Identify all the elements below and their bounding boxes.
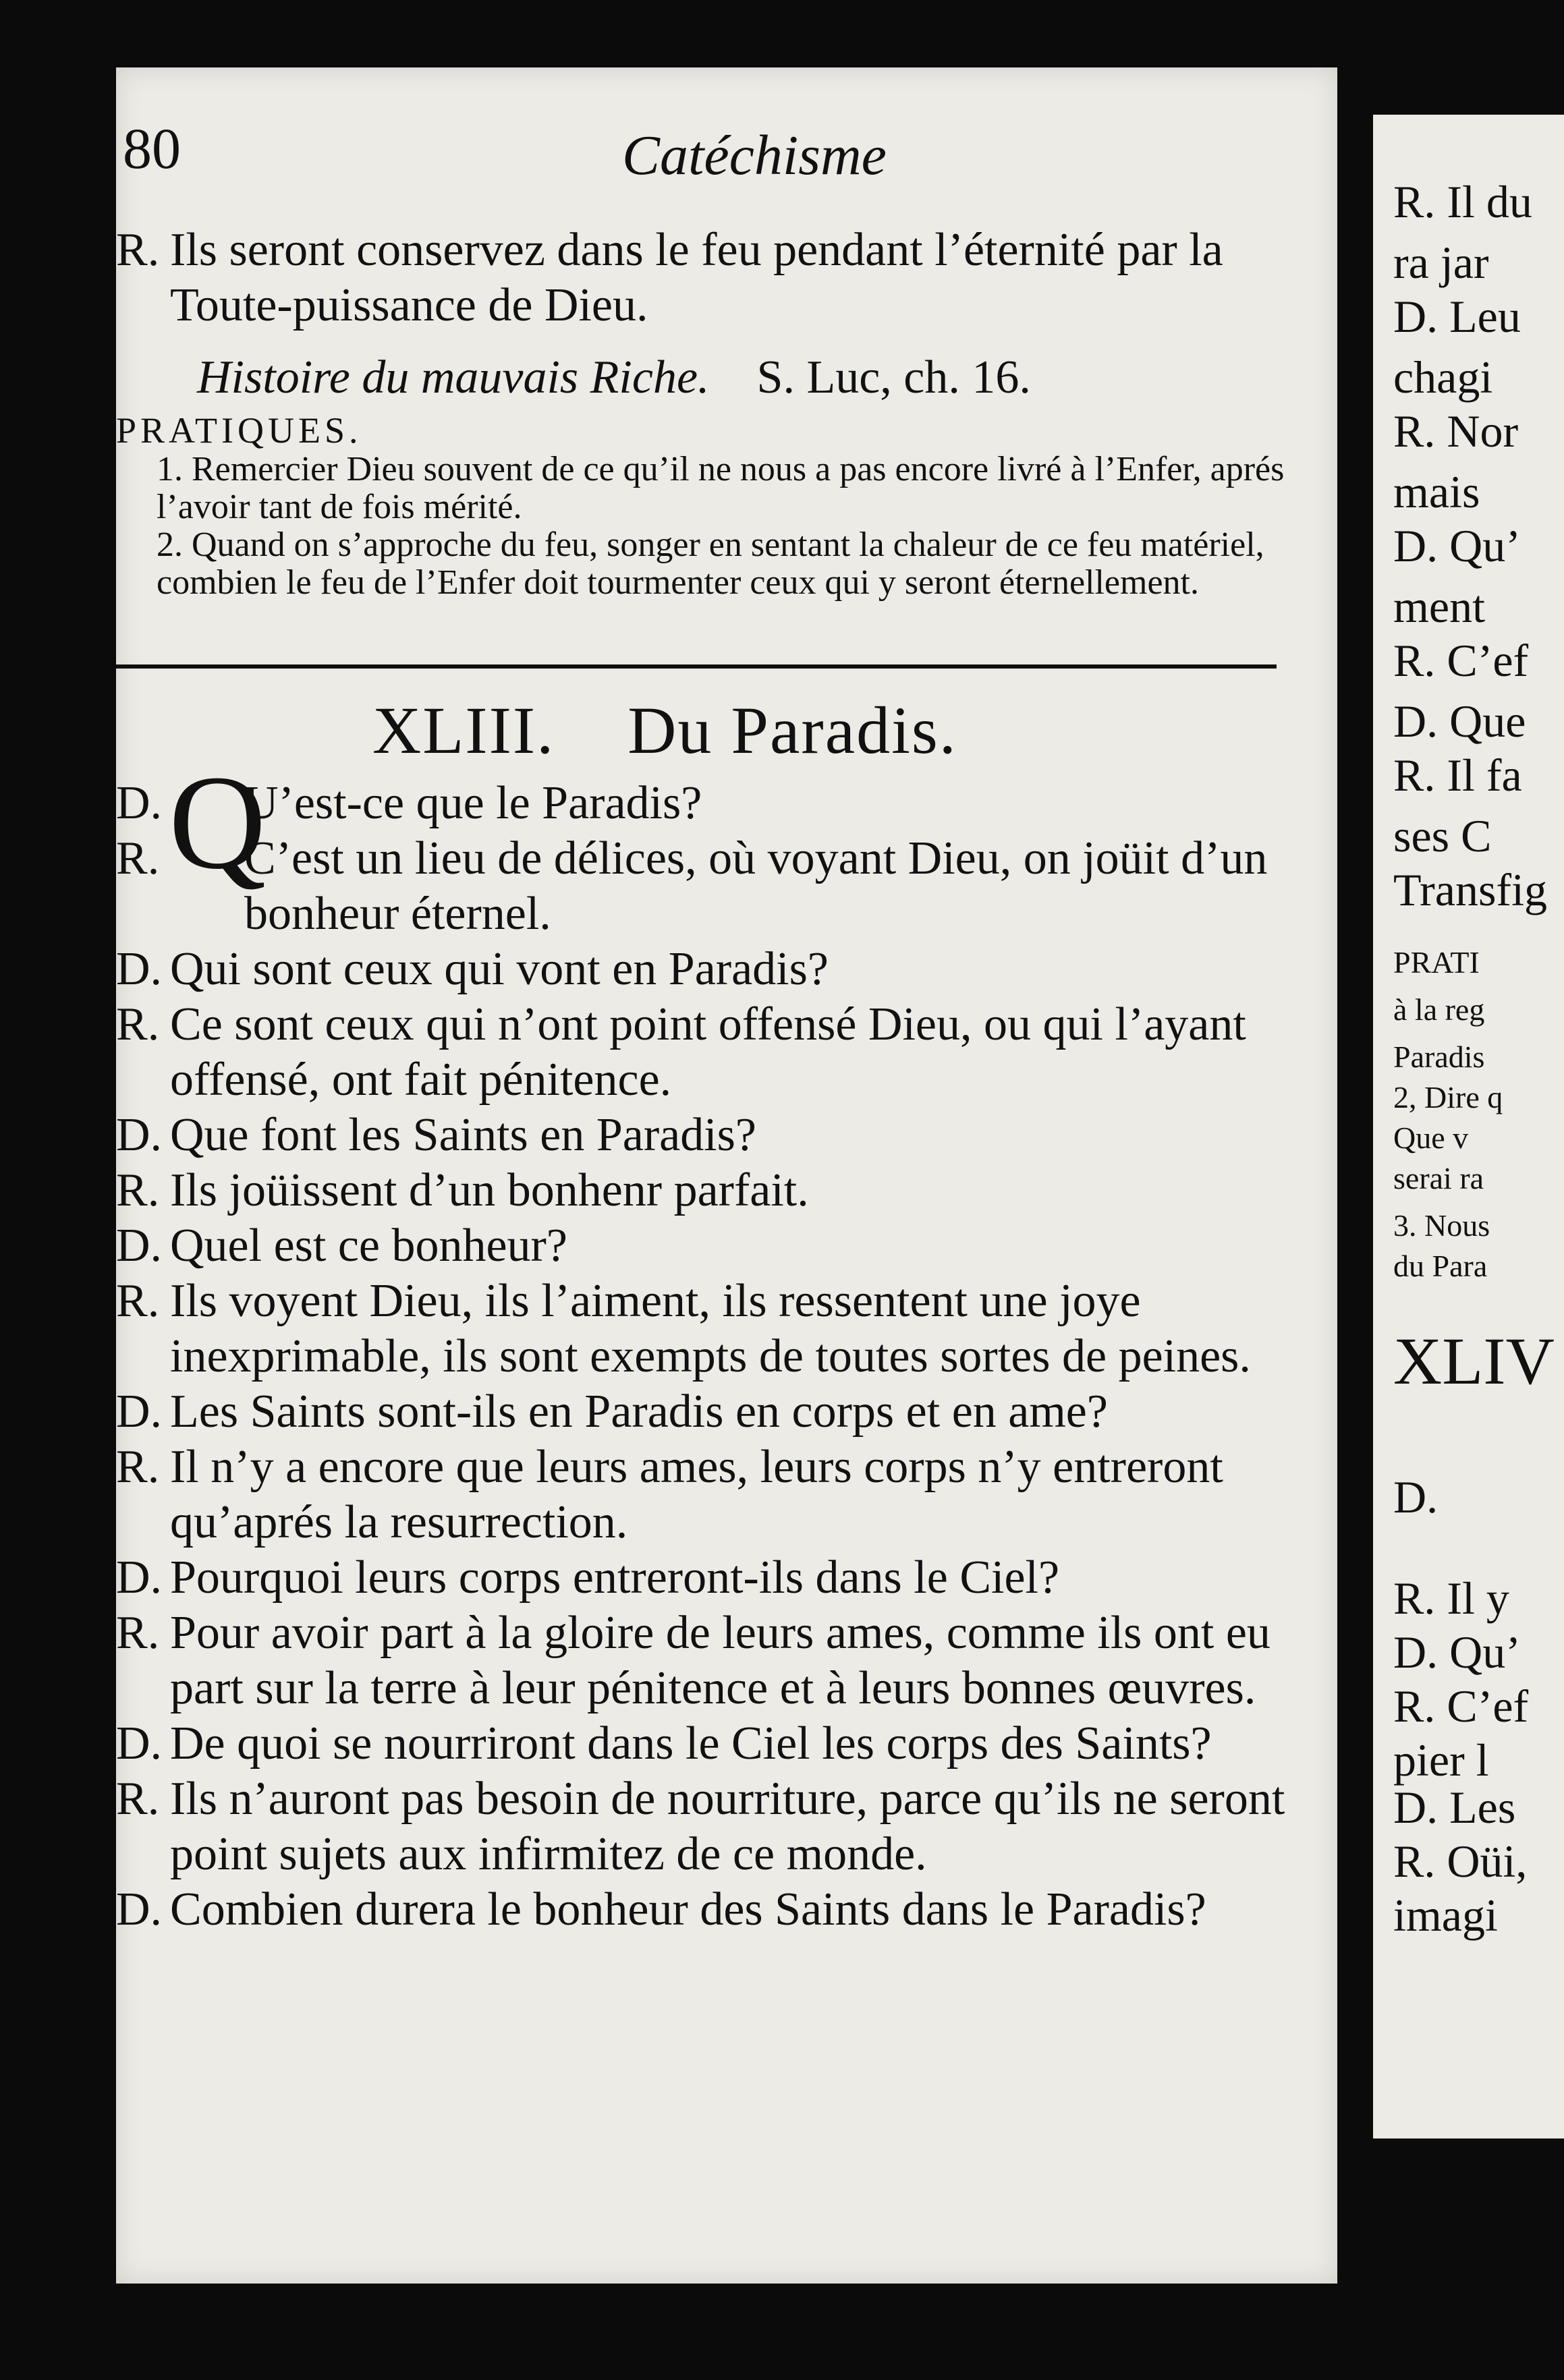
left-page (116, 67, 1337, 2284)
answer-mark: R. (116, 224, 160, 276)
right-page-line: D. Qu’ (1393, 1626, 1521, 1678)
right-page-line: du Para (1393, 1249, 1488, 1283)
question-mark: D. (116, 1552, 163, 1604)
right-page-edge (1373, 115, 1564, 2138)
right-page-line: mais (1393, 466, 1480, 517)
qa-answer (116, 997, 1290, 1108)
qa-question (116, 1384, 1290, 1440)
question-mark: D. (116, 943, 163, 995)
qa-answer (116, 831, 1290, 942)
answer-text: Ils voyent Dieu, ils l’aiment, ils ressentent une joye inexprimable, ils sont exempts de toutes sortes de peines. (170, 1275, 1251, 1382)
right-page-line: chagi (1393, 351, 1493, 403)
right-page-line: D. Que (1393, 696, 1526, 747)
answer-mark: R. (116, 1607, 160, 1659)
answer-text: Ils joüissent d’un bonhenr parfait. (170, 1164, 809, 1216)
right-page-line: XLIV (1393, 1324, 1555, 1398)
right-page-line: Paradis (1393, 1040, 1485, 1074)
right-page-line: ment (1393, 581, 1485, 632)
question-mark: D. (116, 777, 163, 829)
qa-question (116, 1218, 1290, 1274)
answer-mark: R. (116, 998, 160, 1050)
answer-text: Ce sont ceux qui n’ont point offensé Dieu, ou qui l’ayant offensé, ont fait pénitence. (170, 998, 1246, 1106)
right-page-line: PRATI (1393, 945, 1480, 980)
qa-answer (116, 1163, 1290, 1218)
right-page-line: D. Leu (1393, 291, 1521, 342)
practice-item: 1. Remercier Dieu souvent de ce qu’il ne nous a pas encore livré à l’Enfer, aprés l’avoir tant de fois mérité. (157, 450, 1285, 526)
question-mark: D. (116, 1883, 163, 1935)
question-mark: D. (116, 1718, 163, 1769)
question-mark: D. (116, 1386, 163, 1438)
qa-question (116, 1716, 1290, 1772)
right-page-line: serai ra (1393, 1161, 1484, 1195)
right-page-line: 3. Nous (1393, 1208, 1490, 1243)
question-text: Quel est ce bonheur? (170, 1220, 567, 1272)
qa-question (116, 1882, 1290, 1937)
right-page-line: imagi (1393, 1890, 1498, 1941)
qa-question (116, 942, 1290, 997)
scripture-citation: S. Luc, ch. 16. (756, 351, 1031, 403)
answer-mark: R. (116, 1164, 160, 1216)
question-text: De quoi se nourriront dans le Ciel les corps des Saints? (170, 1718, 1212, 1769)
answer-text: C’est un lieu de délices, où voyant Dieu, on joüit d’un bonheur éternel. (244, 832, 1268, 940)
right-page-line: D. Qu’ (1393, 520, 1521, 571)
answer-text: Ils n’auront pas besoin de nourriture, parce qu’ils ne seront point sujets aux infirmitez de ce monde. (170, 1773, 1285, 1880)
answer-text: Il n’y a encore que leurs ames, leurs corps n’y entreront qu’aprés la resurrection. (170, 1441, 1223, 1548)
practices-label: PRATIQUES. (116, 410, 362, 451)
practices (116, 412, 1290, 602)
question-mark: D. (116, 1109, 163, 1161)
qa-answer (116, 1440, 1290, 1550)
question-text: Combien durera le bonheur des Saints dans le Paradis? (170, 1883, 1206, 1935)
story-reference: Histoire du mauvais Riche. (197, 351, 710, 403)
question-text: Pourquoi leurs corps entreront-ils dans le Ciel? (170, 1552, 1060, 1604)
right-page-line: R. Nor (1393, 405, 1519, 457)
practice-item: 2. Quand on s’approche du feu, songer en sentant la chaleur de ce feu matériel, combien le feu de l’Enfer doit tourmenter ceux qui y seront éternellement. (157, 526, 1264, 602)
answer-text: Pour avoir part à la gloire de leurs ames, comme ils ont eu part sur la terre à leur pénitence et à leurs bonnes œuvres. (170, 1607, 1270, 1714)
question-text: U’est-ce que le Paradis? (244, 777, 702, 829)
right-page-line: D. Les (1393, 1782, 1516, 1833)
question-mark: D. (116, 1220, 163, 1272)
answer-mark: R. (116, 1275, 160, 1327)
section-heading (372, 691, 957, 769)
answer-mark: R. (116, 1773, 160, 1825)
question-text: Les Saints sont-ils en Paradis en corps et en ame? (170, 1386, 1108, 1438)
qa-question (116, 1550, 1290, 1606)
right-page-line: Transfig (1393, 864, 1547, 915)
page-number: 80 (123, 116, 181, 181)
right-page-line: pier l (1393, 1734, 1489, 1786)
drop-cap: Q (169, 748, 267, 897)
qa-answer (116, 1274, 1290, 1384)
section-divider (116, 664, 1277, 669)
right-page-line: Que v (1393, 1121, 1469, 1155)
qa-answer (116, 223, 1337, 333)
right-page-line: à la reg (1393, 992, 1485, 1027)
question-text: Qui sont ceux qui vont en Paradis? (170, 943, 829, 995)
answer-text: Ils seront conservez dans le feu pendant l’éternité par la Toute-puissance de Dieu. (170, 224, 1223, 331)
qa-question (116, 1108, 1290, 1163)
qa-list (116, 776, 1290, 1937)
right-page-line: R. Il du (1393, 176, 1532, 227)
right-page-line: R. Il y (1393, 1572, 1509, 1624)
right-page-line: ses C (1393, 810, 1492, 861)
question-text: Que font les Saints en Paradis? (170, 1109, 756, 1161)
qa-answer (116, 1606, 1290, 1716)
section-title: Du Paradis. (627, 693, 957, 768)
answer-mark: R. (116, 832, 160, 884)
right-page-line: R. Oüi, (1393, 1836, 1528, 1887)
qa-answer (116, 1772, 1290, 1882)
page-header (123, 115, 1331, 196)
right-page-line: 2, Dire q (1393, 1080, 1503, 1114)
reference-line (116, 351, 1418, 405)
running-title: Catéchisme (622, 124, 887, 187)
qa-question (116, 776, 1290, 831)
right-page-line: R. C’ef (1393, 635, 1529, 686)
right-page-line: D. (1393, 1471, 1439, 1523)
right-page-line: R. C’ef (1393, 1680, 1529, 1732)
right-page-line: ra jar (1393, 237, 1489, 288)
previous-answer (116, 223, 1337, 333)
answer-mark: R. (116, 1441, 160, 1493)
section-number: XLIII. (372, 693, 555, 768)
right-page-line: R. Il fa (1393, 749, 1522, 801)
